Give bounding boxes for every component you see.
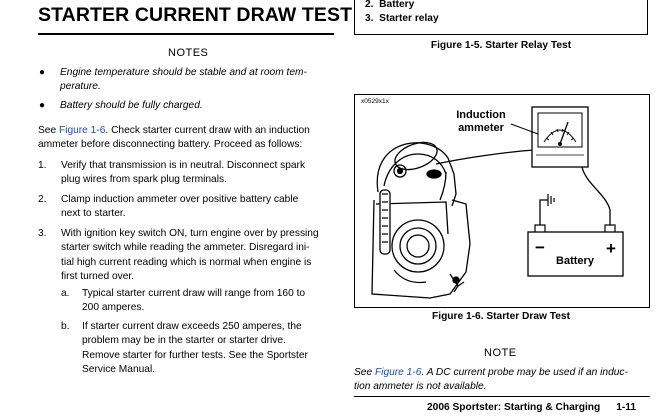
substep-line: Service Manual.: [82, 363, 156, 375]
substep-line: problem may be in the starter or starter drive.: [82, 335, 286, 347]
intro-see: See: [38, 125, 59, 136]
note-line: Engine temperature should be stable and at room tem-: [60, 67, 307, 78]
step-line: next to starter.: [61, 208, 126, 220]
figure-1-5-legend-box: [354, 0, 648, 35]
note-heading: NOTE: [484, 347, 517, 359]
note-item: [39, 99, 334, 113]
figure-1-6-link[interactable]: Figure 1-6: [58, 125, 106, 136]
footer-rule: [354, 396, 650, 397]
battery-label: Battery: [556, 255, 594, 267]
step-number: 3.: [38, 228, 47, 239]
title-underline: [38, 33, 334, 35]
substep-item: [61, 320, 335, 377]
step-line: Clamp induction ammeter over positive battery cable: [61, 194, 299, 205]
battery-positive-sign: +: [606, 239, 616, 258]
footer-title: 2006 Sportster: Starting & Charging: [427, 402, 601, 413]
step-item: [38, 159, 335, 188]
legend-label: Battery: [379, 0, 415, 10]
page-footer: [427, 402, 636, 413]
induction-ammeter-drawing: [532, 107, 588, 167]
note-line: tion ammeter is not available.: [354, 381, 487, 393]
step-line: With ignition key switch ON, turn engine over by pressing: [61, 228, 319, 239]
step-line: Verify that transmission is in neutral. Disconnect spark: [61, 160, 306, 171]
note-item: [39, 66, 334, 95]
substep-line: Typical starter current draw will range from 160 to: [82, 288, 306, 299]
figure-1-5-caption: Figure 1-5. Starter Relay Test: [430, 40, 572, 51]
legend-item: [365, 0, 414, 10]
intro-line: ammeter before disconnecting battery. Proceed as follows:: [38, 139, 303, 151]
substep-line: If starter current draw exceeds 250 amperes, the: [82, 321, 302, 332]
notes-heading: NOTES: [168, 47, 209, 59]
legend-number: 2.: [365, 0, 374, 10]
legend-item: [365, 13, 439, 24]
substep-line: Remove starter for further tests. See the Sportster: [82, 349, 308, 361]
note-figure-1-6-link[interactable]: Figure 1-6: [374, 367, 422, 378]
legend-label: Starter relay: [379, 13, 439, 24]
step-item: [38, 193, 335, 222]
intro-paragraph: [38, 124, 336, 153]
note-text: . A DC current probe may be used if an induc-: [421, 367, 628, 378]
step-item: [38, 227, 335, 284]
ammeter-label-line1: Induction: [456, 109, 506, 121]
bullet-icon: ●: [39, 100, 46, 111]
step-line: tial high current reading which is normal when engine is: [61, 256, 312, 268]
substep-letter: a.: [61, 288, 70, 299]
intro-text: . Check starter current draw with an induction: [105, 125, 310, 136]
page-number: 1-11: [616, 402, 637, 413]
bullet-icon: ●: [39, 67, 46, 78]
substep-line: 200 amperes.: [82, 302, 145, 314]
step-line: first turned over.: [61, 270, 135, 282]
figure-id-label: x0529x1x: [361, 98, 389, 105]
note-paragraph: [354, 366, 650, 395]
figure-1-6-illustration: [354, 94, 650, 308]
step-line: starter switch while reading the ammeter. Disregard ini-: [61, 242, 310, 254]
substep-letter: b.: [61, 321, 70, 332]
note-line: perature.: [60, 81, 101, 93]
step-line: plug wires from spark plug terminals.: [61, 174, 227, 186]
step-number: 2.: [38, 194, 47, 205]
battery-negative-sign: −: [535, 238, 545, 257]
section-title: STARTER CURRENT DRAW TEST: [38, 4, 353, 26]
ammeter-label-line2: ammeter: [458, 122, 504, 134]
figure-1-6-caption: Figure 1-6. Starter Draw Test: [432, 311, 570, 322]
legend-number: 3.: [365, 13, 374, 24]
substep-item: [61, 287, 335, 316]
note-line: Battery should be fully charged.: [60, 100, 203, 111]
note-see: See: [354, 367, 375, 378]
step-number: 1.: [38, 160, 47, 171]
